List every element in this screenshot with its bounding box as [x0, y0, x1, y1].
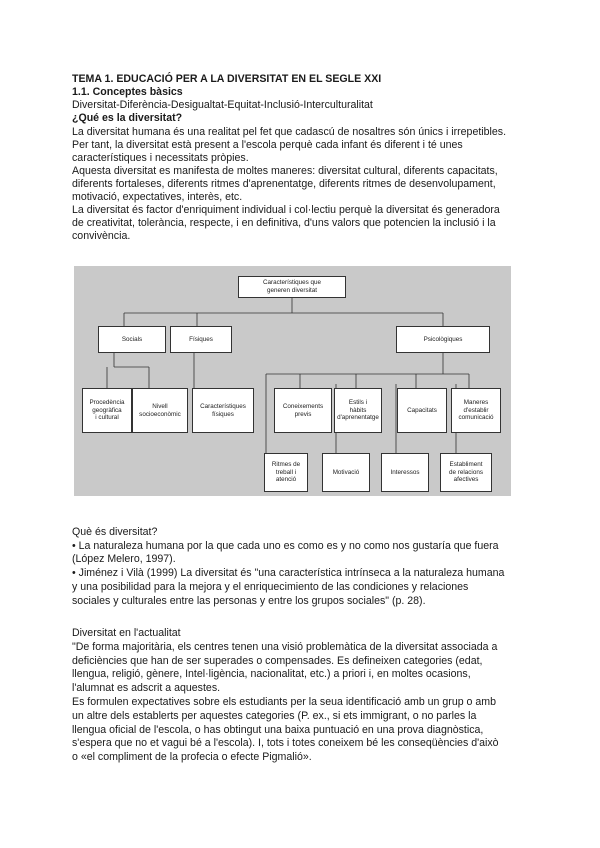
- subheading: Diversitat en l'actualitat: [72, 627, 181, 639]
- text-line: La diversitat humana és una realitat pel fet que cadascú de nosaltres són únics i irrepetibles.: [72, 126, 507, 138]
- text-line: característiques i necessitats pròpies.: [72, 152, 249, 164]
- section-heading: 1.1. Conceptes bàsics: [72, 86, 183, 98]
- caracteristiques-fisiques-node: Característiques físiques: [192, 388, 254, 433]
- text-line: (López Melero, 1997).: [72, 553, 176, 565]
- text-line: • Jiménez i Vilà (1999) La diversitat és "una característica intrínseca a la naturaleza humana: [72, 567, 505, 579]
- text-line: y una posibilidad para la mejora y el enriquecimiento de las condiciones y relaciones: [72, 581, 469, 593]
- text-line: llengua, religió, gènere, Intel·ligència, nacionalitat, etc.) a priori i, en moltes ocasions,: [72, 668, 471, 680]
- text-line: o «el compliment de la profecia o efecte Pigmalió».: [72, 751, 312, 763]
- text-line: Per tant, la diversitat està present a l'escola perquè cada infant és diferent i té unes: [72, 139, 463, 151]
- coneixements-node: Coneixements previs: [274, 388, 332, 433]
- subheading: Què és diversitat?: [72, 526, 158, 538]
- root-node: Característiques que generen diversitat: [238, 276, 346, 298]
- text-line: llengua oficial de l'escola, o has obtingut una baixa puntuació en una prova diagnòstica,: [72, 724, 484, 736]
- interessos-node: Interessos: [381, 453, 429, 492]
- question-heading: ¿Qué es la diversitat?: [72, 112, 183, 124]
- text-line: diferents fortaleses, diferents ritmes d'aprenentatge, diferents ritmes de desenvolupament,: [72, 178, 496, 190]
- text-line: Es formulen expectatives sobre els estudiants per la seua identificació amb un grup o amb: [72, 696, 496, 708]
- text-line: convivència.: [72, 230, 131, 242]
- text-line: La diversitat és factor d'enriquiment individual i col·lectiu perquè la diversitat és generadora: [72, 204, 500, 216]
- text-line: "De forma majoritària, els centres tenen una visió problemàtica de la diversitat associada a: [72, 641, 498, 653]
- doc-title: TEMA 1. EDUCACIÓ PER A LA DIVERSITAT EN EL SEGLE XXI: [72, 73, 382, 85]
- text-line: s'espera que no et vagui bé a l'escola). I, tots i totes coneixem bé les conseqüències d'això: [72, 737, 499, 749]
- capacitats-node: Capacitats: [397, 388, 447, 433]
- estils-node: Estils i hàbits d'aprenentatge: [334, 388, 382, 433]
- procedencia-node: Procedència geogràfica i cultural: [82, 388, 132, 433]
- fisiques-node: Físiques: [170, 326, 232, 353]
- motivacio-node: Motivació: [322, 453, 370, 492]
- concepts-line: Diversitat-Diferència-Desigualtat-Equitat-Inclusió-Interculturalitat: [72, 99, 373, 111]
- text-line: sociales y culturales entre las personas y entre los grupos sociales" (p. 28).: [72, 595, 426, 607]
- psicologiques-node: Psicològiques: [396, 326, 490, 353]
- text-line: un altre dels establerts per aquestes categories (P. ex., si ets immigrant, o no parles la: [72, 710, 477, 722]
- text-line: l'alumnat es adscrit a aquestes.: [72, 682, 221, 694]
- ritmes-node: Ritmes de treball i atenció: [264, 453, 308, 492]
- nivell-node: Nivell socioeconòmic: [132, 388, 188, 433]
- text-line: Aquesta diversitat es manifesta de moltes maneres: diversitat cultural, diferents capacitats,: [72, 165, 498, 177]
- socials-node: Socials: [98, 326, 166, 353]
- text-line: deficiències que han de ser superades o compensades. Es defineixen categories (edat,: [72, 655, 483, 667]
- text-line: motivació, expectatives, interès, etc.: [72, 191, 243, 203]
- text-line: • La naturaleza humana por la que cada uno es como es y no como nos gustaría que fuera: [72, 540, 499, 552]
- establiment-node: Establiment de relacions afectives: [440, 453, 492, 492]
- text-line: de creativitat, tolerància, respecte, i en definitiva, d'uns valors que potencien la inclusió i la: [72, 217, 496, 229]
- maneres-node: Maneres d'establir comunicació: [451, 388, 501, 433]
- diversity-concept-diagram: [74, 266, 511, 496]
